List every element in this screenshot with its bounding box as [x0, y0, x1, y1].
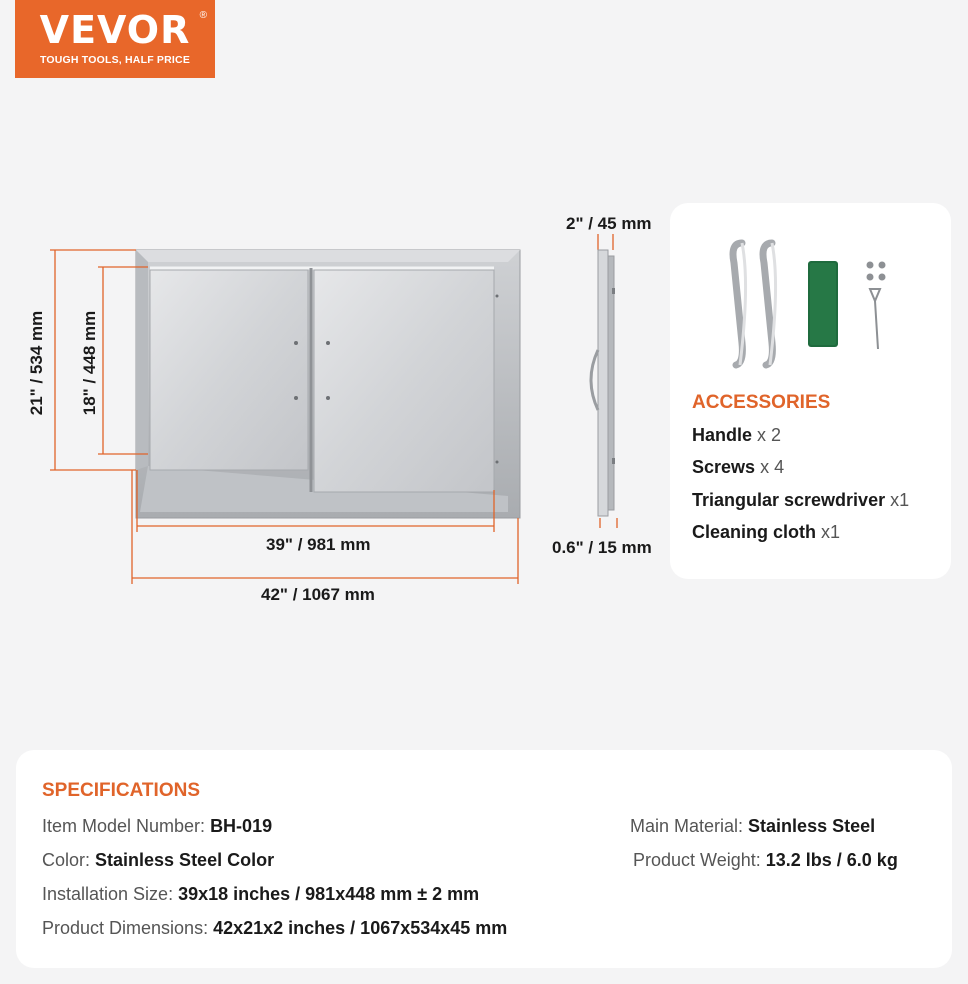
door-side-view: [591, 250, 615, 516]
screwdriver-icon: [870, 289, 880, 349]
accessory-item: Cleaning cloth x1: [692, 522, 841, 542]
accessories-title: ACCESSORIES: [692, 392, 831, 413]
spec-product-dimensions: Product Dimensions: 42x21x2 inches / 1067x534x45 mm: [42, 918, 508, 938]
door-front-view: [136, 250, 520, 518]
accessory-item: Triangular screwdriver x1: [692, 490, 910, 510]
brand-name: VEVOR: [39, 8, 191, 52]
accessories-card: [670, 203, 951, 579]
spec-material: Main Material: Stainless Steel: [630, 816, 876, 836]
handle-icon: [733, 243, 746, 365]
dim-width-inner: 39" / 981 mm: [266, 535, 371, 554]
dim-depth: 2" / 45 mm: [566, 214, 652, 233]
spec-installation-size: Installation Size: 39x18 inches / 981x448 mm ± 2 mm: [42, 884, 480, 904]
dim-thickness: 0.6" / 15 mm: [552, 538, 652, 557]
screws-icon: [867, 262, 886, 281]
dim-width-outer: 42" / 1067 mm: [261, 585, 375, 604]
spec-weight: Product Weight: 13.2 lbs / 6.0 kg: [633, 850, 898, 870]
handle-icon: [763, 243, 776, 365]
spec-model: Item Model Number: BH-019: [42, 816, 273, 836]
specifications-card: [16, 750, 952, 968]
brand-tagline: TOUGH TOOLS, HALF PRICE: [39, 54, 191, 66]
accessory-item: Screws x 4: [692, 457, 785, 477]
accessory-item: Handle x 2: [692, 425, 782, 445]
dim-height-inner: 18" / 448 mm: [80, 310, 99, 416]
dim-height-outer: 21" / 534 mm: [27, 310, 46, 416]
registered-mark: ®: [199, 10, 207, 21]
specifications-title: SPECIFICATIONS: [42, 780, 200, 801]
spec-color: Color: Stainless Steel Color: [42, 850, 275, 870]
accessories-illustration: [670, 203, 951, 373]
